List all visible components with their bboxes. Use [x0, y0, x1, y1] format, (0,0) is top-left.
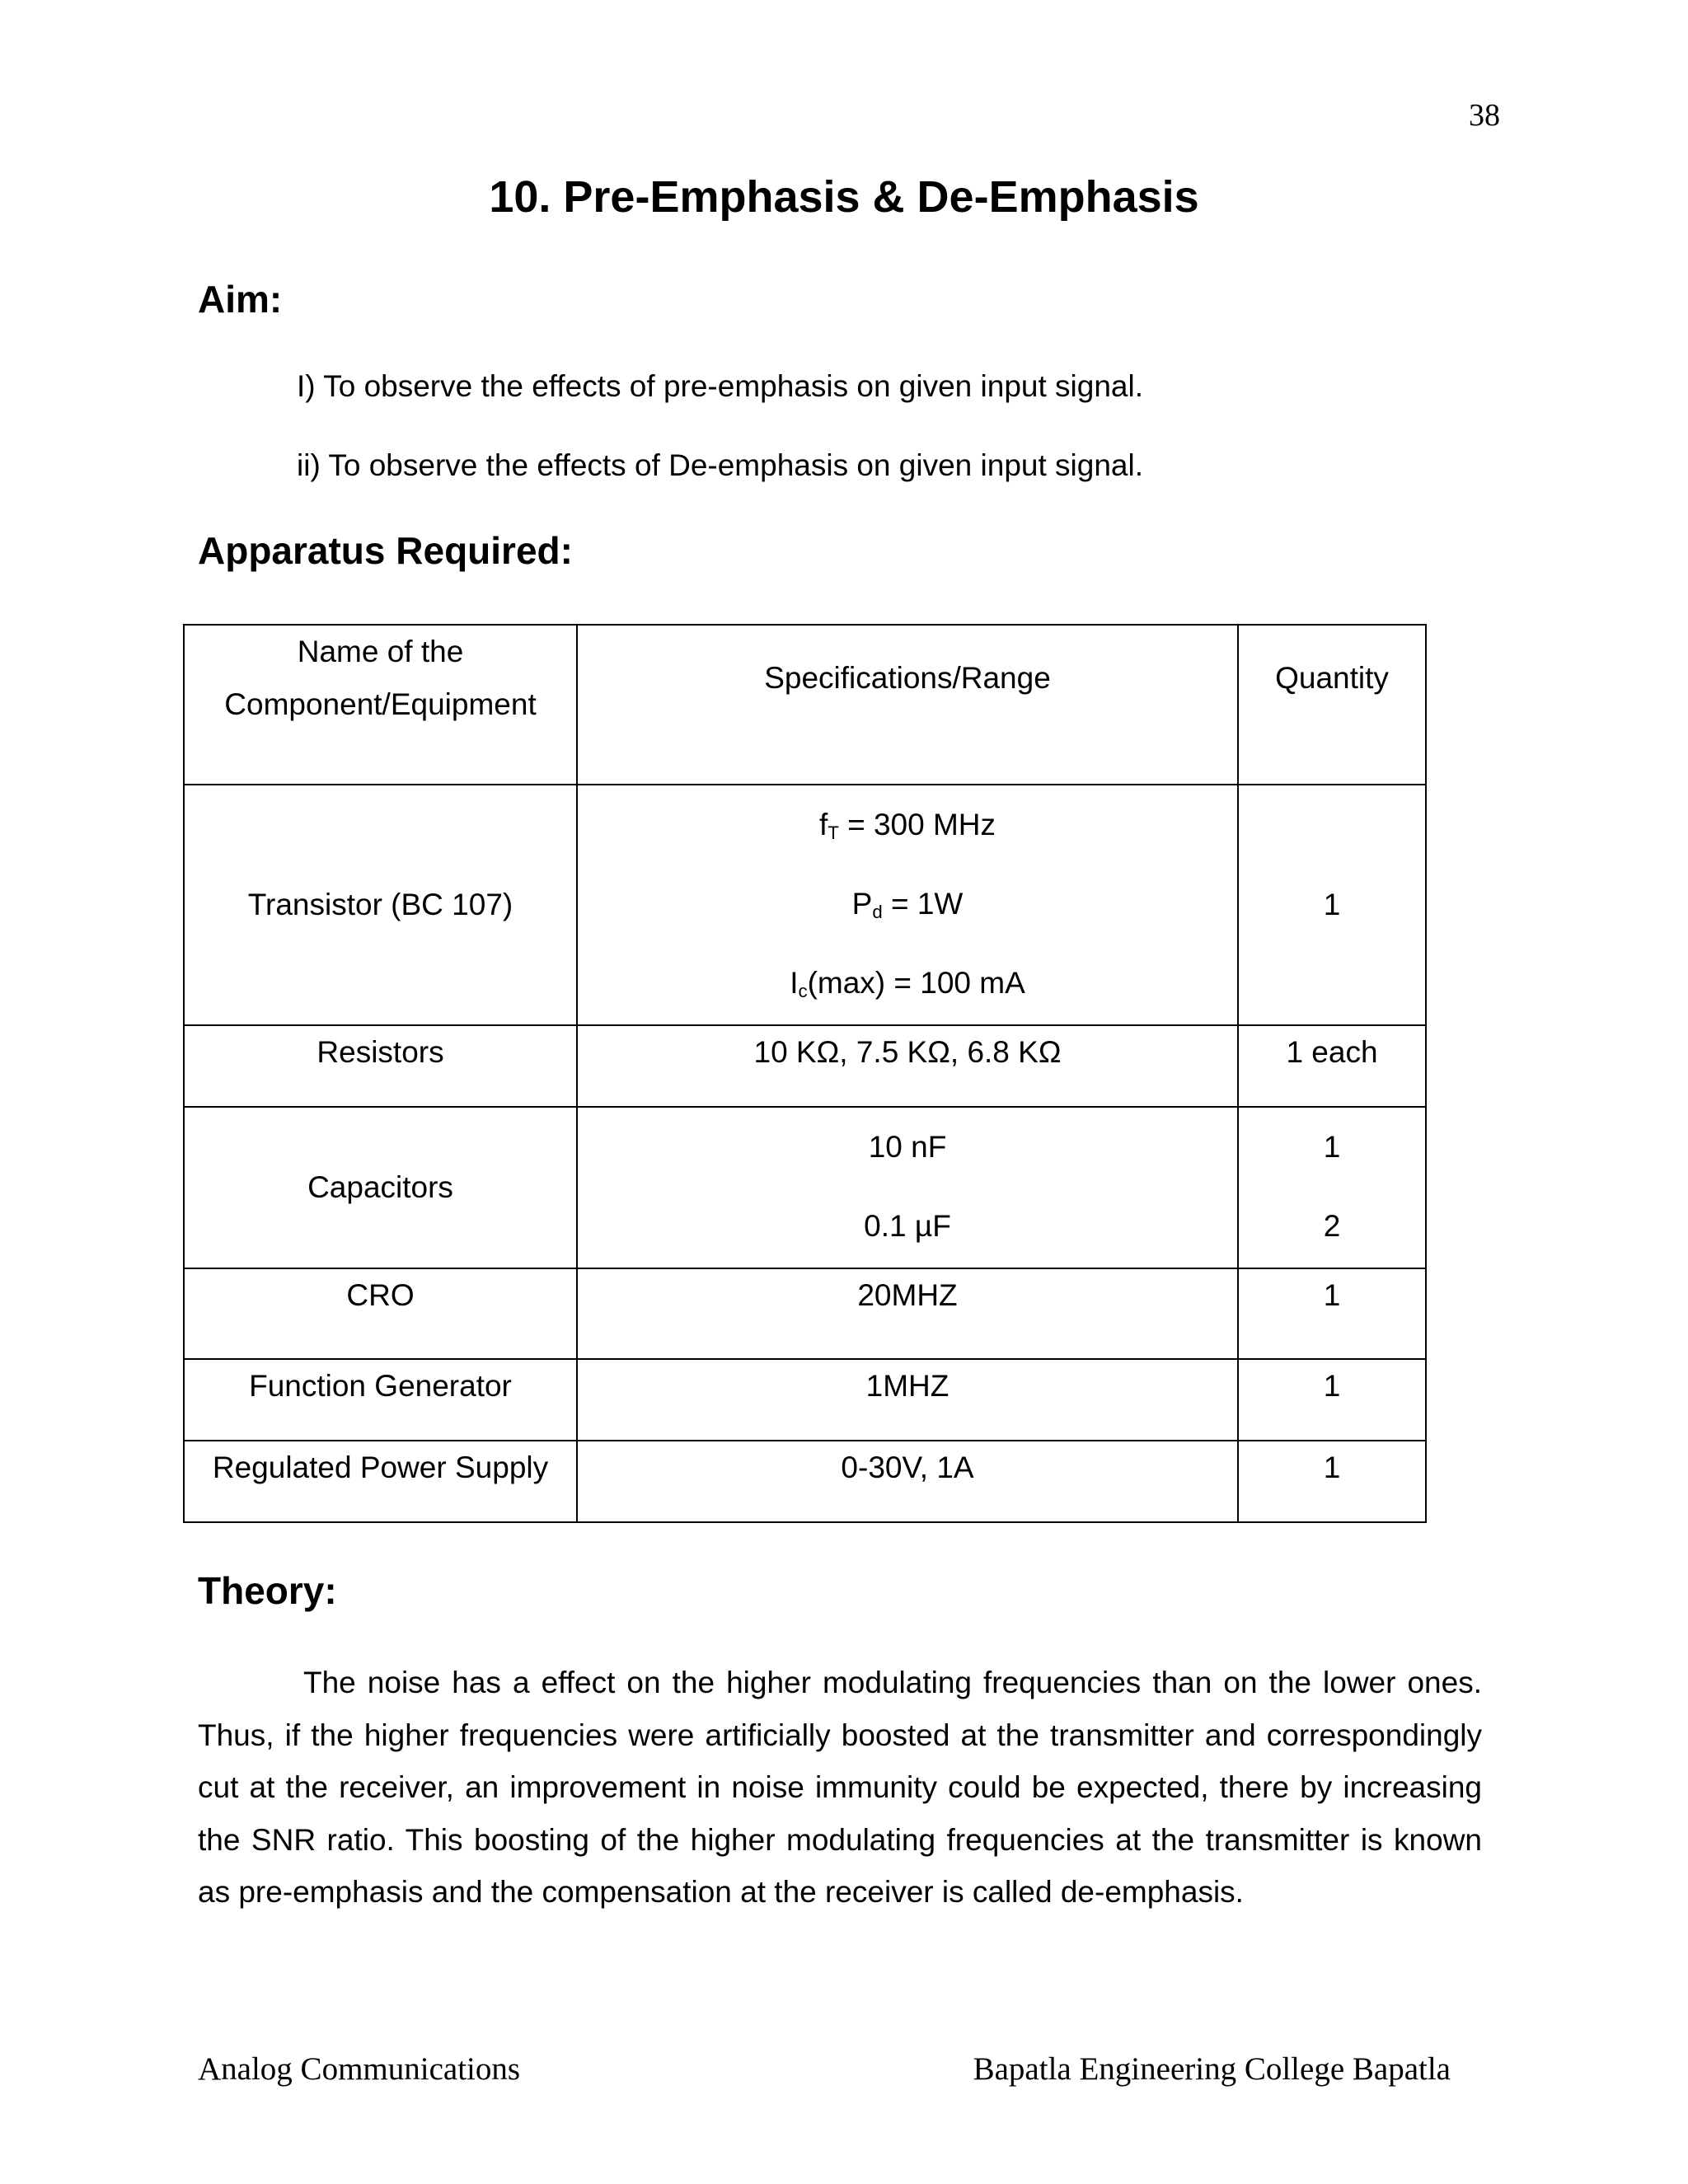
transistor-spec-cell — [577, 785, 1238, 1025]
table-row — [184, 1441, 1426, 1522]
footer-course: Analog Communications — [198, 2051, 521, 2087]
theory-paragraph — [198, 1657, 1482, 1919]
page-title: 10. Pre-Emphasis & De-Emphasis — [489, 172, 1199, 222]
table-row — [184, 1025, 1426, 1107]
aim-item-2: ii) To observe the effects of De-emphasis on given input signal. — [297, 448, 1143, 482]
capacitors-spec-cell — [577, 1107, 1238, 1268]
resistors-spec: 10 KΩ, 7.5 KΩ, 6.8 KΩ — [577, 1025, 1238, 1107]
apparatus-table — [183, 624, 1427, 1523]
capacitors-qty-2: 2 — [1323, 1209, 1341, 1243]
capacitors-spec-1: 10 nF — [868, 1130, 947, 1164]
function-generator-spec: 1MHZ — [577, 1359, 1238, 1441]
table-row — [184, 1107, 1426, 1268]
table-row — [184, 785, 1426, 1025]
cro-qty: 1 — [1238, 1268, 1426, 1359]
header-spec-cell: Specifications/Range — [577, 625, 1238, 785]
aim-item-1: I) To observe the effects of pre-emphasis on given input signal. — [297, 369, 1144, 403]
theory-text: The noise has a effect on the higher modulating frequencies than on the lower ones. Thus, if the higher frequencies were artificially boosted at the transmitter and correspondingly cut at the receiver, an improvement in noise immunity could be expected, there by increasing the SNR ratio. This boosting of the higher modulating frequencies at the transmitter is known as pre-emphasis and the compensation at the receiver is called de-emphasis. — [198, 1666, 1482, 1909]
cro-spec: 20MHZ — [577, 1268, 1238, 1359]
resistors-qty: 1 each — [1238, 1025, 1426, 1107]
table-row — [184, 1359, 1426, 1441]
header-qty-cell: Quantity — [1238, 625, 1426, 785]
apparatus-heading: Apparatus Required: — [198, 529, 573, 572]
header-name-cell — [184, 625, 577, 785]
table-header-row — [184, 625, 1426, 785]
cro-name: CRO — [184, 1268, 577, 1359]
capacitors-qty-1: 1 — [1323, 1130, 1341, 1164]
transistor-name: Transistor (BC 107) — [184, 785, 577, 1025]
capacitors-spec-2: 0.1 µF — [864, 1209, 951, 1243]
transistor-spec-ic: $I_c(\max) = 100$ mA — [790, 966, 1025, 1001]
footer-college: Bapatla Engineering College Bapatla — [973, 2051, 1451, 2087]
capacitors-qty-cell — [1238, 1107, 1426, 1268]
page-number: 38 — [1469, 98, 1500, 133]
transistor-spec-ft: $f_T = 300$ MHz — [818, 808, 996, 843]
power-supply-spec: 0-30V, 1A — [577, 1441, 1238, 1522]
transistor-spec-pd: $P_d = 1W$ — [851, 887, 964, 922]
power-supply-name: Regulated Power Supply — [184, 1441, 577, 1522]
function-generator-qty: 1 — [1238, 1359, 1426, 1441]
header-name-line1: Name of the — [297, 635, 464, 668]
header-name-line2: Component/Equipment — [224, 687, 537, 721]
table-row — [184, 1268, 1426, 1359]
capacitors-name: Capacitors — [184, 1107, 577, 1268]
aim-heading: Aim: — [198, 278, 283, 321]
transistor-qty: 1 — [1238, 785, 1426, 1025]
resistors-name: Resistors — [184, 1025, 577, 1107]
theory-heading: Theory: — [198, 1569, 337, 1612]
function-generator-name: Function Generator — [184, 1359, 577, 1441]
power-supply-qty: 1 — [1238, 1441, 1426, 1522]
